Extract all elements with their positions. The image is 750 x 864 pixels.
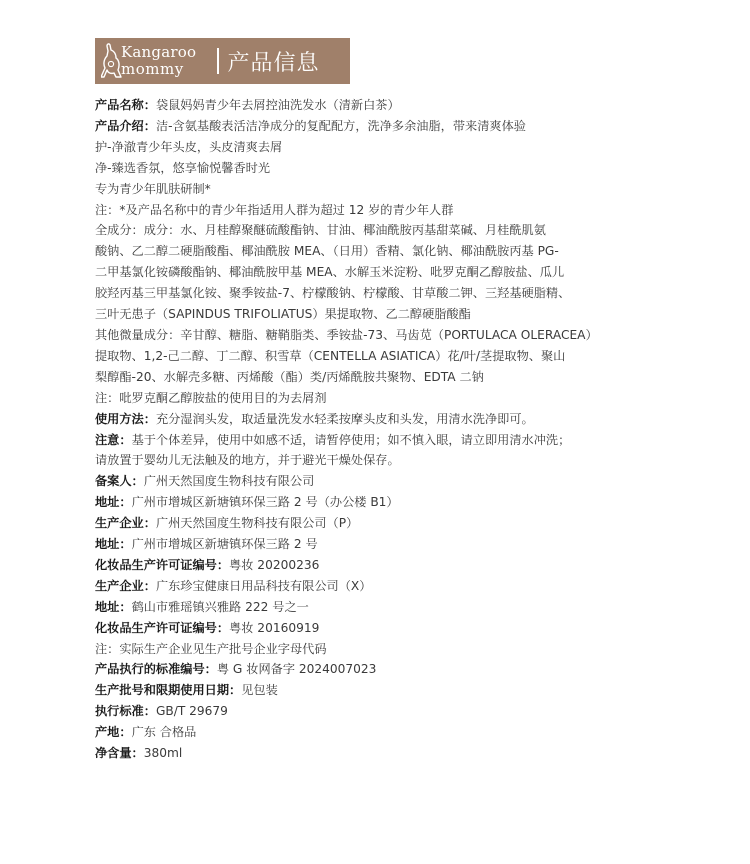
info-value: 见包装 — [241, 683, 278, 698]
info-value: 酸钠、乙二醇二硬脂酸酯、椰油酰胺 MEA、（日用）香精、氯化钠、椰油酰胺丙基 PG- — [95, 244, 559, 259]
info-line — [95, 430, 665, 451]
info-value: 胶羟丙基三甲基氯化铵、聚季铵盐-7、柠檬酸钠、柠檬酸、甘草酸二钾、三羟基硬脂精、 — [95, 286, 571, 301]
info-label: 产品介绍： — [95, 118, 156, 133]
info-line — [95, 388, 665, 409]
info-line — [95, 325, 665, 346]
info-line — [95, 158, 665, 179]
info-line — [95, 95, 665, 116]
info-value: 广州天然国度生物科技有限公司 — [143, 474, 315, 489]
info-line — [95, 534, 665, 555]
info-line — [95, 367, 665, 388]
info-label: 产品执行的标准编号： — [95, 662, 217, 677]
info-label: 净含量： — [95, 746, 144, 761]
info-value: 基于个体差异，使用中如感不适，请暂停使用；如不慎入眼，请立即用清水冲洗； — [131, 432, 571, 447]
info-line — [95, 283, 665, 304]
info-line — [95, 680, 665, 701]
info-label: 执行标准： — [95, 704, 156, 719]
info-value: 广州天然国度生物科技有限公司（P） — [155, 516, 359, 531]
info-value: 充分湿润头发，取适量洗发水轻柔按摩头皮和头发，用清水洗净即可。 — [155, 411, 534, 426]
kangaroo-logo-icon — [101, 42, 123, 80]
info-label: 注意： — [95, 432, 132, 447]
product-info-list — [95, 95, 665, 764]
info-value: 袋鼠妈妈青少年去屑控油洗发水（清新白茶） — [155, 98, 400, 112]
brand-banner — [95, 38, 350, 84]
info-line — [95, 262, 665, 283]
info-value: 梨醇酯-20、水解壳多糖、丙烯酸（酯）类/丙烯酰胺共聚物、EDTA 二钠 — [95, 369, 484, 384]
info-line — [95, 722, 665, 743]
info-label: 备案人： — [95, 474, 144, 489]
info-line — [95, 304, 665, 325]
info-value: 粤 G 妆网备字 2024007023 — [216, 662, 377, 677]
info-value: GB/T 29679 — [155, 704, 228, 719]
info-line — [95, 492, 665, 513]
info-line — [95, 513, 665, 534]
info-value: 二甲基氯化铵磷酸酯钠、椰油酰胺甲基 MEA、水解玉米淀粉、吡罗克酮乙醇胺盐、瓜儿 — [95, 265, 565, 280]
info-value: 提取物、1,2-己二醇、丁二醇、积雪草（CENTELLA ASIATICA）花/叶/茎提取物、聚山 — [95, 348, 566, 363]
info-value: 注：吡罗克酮乙醇胺盐的使用目的为去屑剂 — [95, 390, 327, 405]
info-line — [95, 576, 665, 597]
info-label: 化妆品生产许可证编号： — [95, 620, 230, 635]
info-line — [95, 346, 665, 367]
banner-divider — [217, 48, 219, 74]
info-label: 地址： — [95, 599, 132, 614]
info-value: 粤妆 20160919 — [229, 620, 320, 635]
info-label: 生产企业： — [95, 516, 156, 531]
info-line — [95, 597, 665, 618]
info-value: 广州市增城区新塘镇环保三路 2 号 — [131, 537, 318, 552]
info-line — [95, 409, 665, 430]
info-value: 注：实际生产企业见生产批号企业字母代码 — [95, 641, 327, 656]
info-label: 生产企业： — [95, 578, 156, 593]
info-label: 地址： — [95, 537, 132, 552]
info-line — [95, 618, 665, 639]
info-line — [95, 200, 665, 221]
info-line — [95, 241, 665, 262]
info-label: 产品名称： — [95, 98, 156, 112]
info-value: 注：*及产品名称中的青少年指适用人群为超过 12 岁的青少年人群 — [95, 202, 454, 217]
info-value: 鹤山市雅瑶镇兴雅路 222 号之一 — [131, 599, 309, 614]
info-value: 请放置于婴幼儿无法触及的地方，并于避光干燥处保存。 — [95, 453, 400, 468]
info-label: 生产批号和限期使用日期： — [95, 683, 242, 698]
info-value: 净-臻选香氛，悠享愉悦馨香时光 — [95, 160, 271, 175]
section-title: 产品信息 — [227, 50, 320, 76]
info-value: 380ml — [143, 746, 183, 761]
brand-name-line1: Kangaroo — [121, 43, 197, 61]
info-value: 广东 合格品 — [131, 725, 197, 740]
info-line — [95, 179, 665, 200]
info-value: 三叶无患子（SAPINDUS TRIFOLIATUS）果提取物、乙二醇硬脂酸酯 — [95, 307, 471, 322]
info-line — [95, 659, 665, 680]
info-line — [95, 450, 665, 471]
info-label: 产地： — [95, 725, 132, 740]
info-value: 广东珍宝健康日用品科技有限公司（X） — [155, 578, 372, 593]
info-label: 化妆品生产许可证编号： — [95, 557, 230, 572]
info-value: 洁-含氨基酸表活洁净成分的复配配方，洗净多余油脂，带来清爽体验 — [155, 118, 526, 133]
info-line — [95, 137, 665, 158]
brand-name-line2: mommy — [121, 60, 184, 78]
info-line — [95, 555, 665, 576]
info-line — [95, 743, 665, 764]
info-label: 使用方法： — [95, 411, 156, 426]
info-value: 护-净澈青少年头皮，头皮清爽去屑 — [95, 139, 283, 154]
info-value: 全成分：成分：水、月桂醇聚醚硫酸酯钠、甘油、椰油酰胺丙基甜菜碱、月桂酰肌氨 — [95, 223, 546, 238]
info-value: 专为青少年肌肤研制* — [95, 181, 211, 196]
info-value: 粤妆 20200236 — [229, 557, 320, 572]
info-line — [95, 220, 665, 241]
info-line — [95, 701, 665, 722]
info-line — [95, 639, 665, 660]
info-value: 其他微量成分：辛甘醇、糖脂、糖鞘脂类、季铵盐-73、马齿苋（PORTULACA OLERACEA） — [95, 327, 598, 342]
info-line — [95, 471, 665, 492]
info-label: 地址： — [95, 495, 132, 510]
info-value: 广州市增城区新塘镇环保三路 2 号（办公楼 B1） — [131, 495, 399, 510]
brand-logo — [95, 38, 213, 84]
info-line — [95, 116, 665, 137]
